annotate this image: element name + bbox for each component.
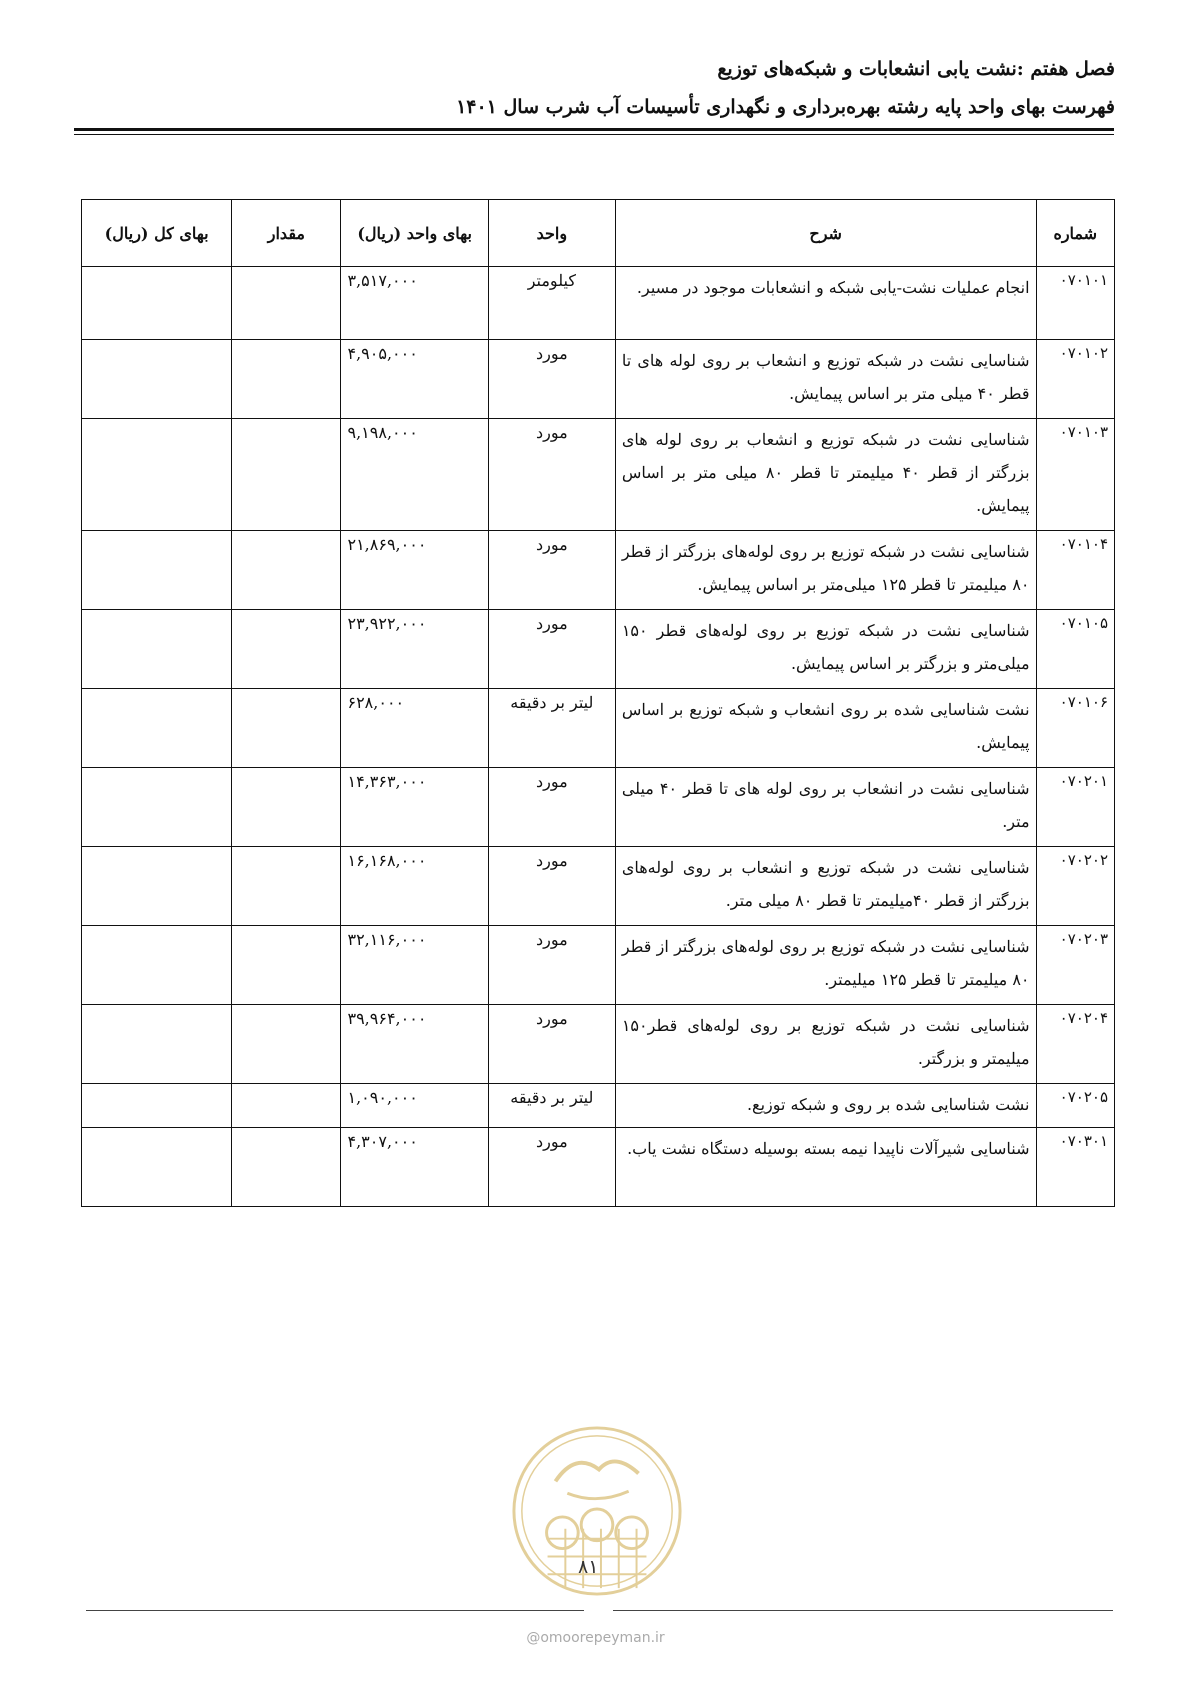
table-row (82, 340, 1115, 419)
row-quantity (232, 419, 341, 531)
row-unit-price: ۱۶,۱۶۸,۰۰۰ (341, 847, 488, 926)
row-total (82, 531, 232, 610)
table-row (82, 847, 1115, 926)
table-row (82, 267, 1115, 340)
row-total (82, 419, 232, 531)
row-total (82, 926, 232, 1005)
row-quantity (232, 768, 341, 847)
row-unit: مورد (488, 531, 615, 610)
table-row (82, 926, 1115, 1005)
table-header-row (82, 200, 1115, 267)
row-unit: مورد (488, 340, 615, 419)
table-row (82, 610, 1115, 689)
footer-rule-left (86, 1610, 584, 1611)
table-row (82, 419, 1115, 531)
row-total (82, 1084, 232, 1128)
row-unit: مورد (488, 419, 615, 531)
row-unit-price: ۲۳,۹۲۲,۰۰۰ (341, 610, 488, 689)
row-code: ۰۷۰۱۰۶ (1036, 689, 1114, 768)
table-row (82, 768, 1115, 847)
header-total-price: بهای کل (ریال) (82, 200, 232, 267)
row-quantity (232, 1084, 341, 1128)
row-quantity (232, 1005, 341, 1084)
table-row (82, 1005, 1115, 1084)
row-description: شناسایی نشت در شبکه توزیع بر روی لوله‌های بزرگتر از قطر ۸۰ میلیمتر تا قطر ۱۲۵ میلی‌متر بر اساس پیمایش. (615, 531, 1036, 610)
row-unit: مورد (488, 610, 615, 689)
row-code: ۰۷۰۲۰۱ (1036, 768, 1114, 847)
header-unit-price: بهای واحد (ریال) (341, 200, 488, 267)
row-quantity (232, 1128, 341, 1207)
row-total (82, 768, 232, 847)
row-code: ۰۷۰۱۰۲ (1036, 340, 1114, 419)
row-description: انجام عملیات نشت‌-‌یابی شبکه و انشعابات موجود در مسیر. (615, 267, 1036, 340)
row-quantity (232, 689, 341, 768)
table-row (82, 531, 1115, 610)
row-quantity (232, 610, 341, 689)
row-unit: مورد (488, 1128, 615, 1207)
row-unit: لیتر بر دقیقه (488, 689, 615, 768)
row-unit-price: ۴,۹۰۵,۰۰۰ (341, 340, 488, 419)
row-quantity (232, 531, 341, 610)
row-unit: مورد (488, 1005, 615, 1084)
row-quantity (232, 847, 341, 926)
header-unit: واحد (488, 200, 615, 267)
row-description: شناسایی نشت در شبکه توزیع و انشعاب بر روی لوله های بزرگتر از قطر ۴۰ میلیمتر تا قطر ۸۰ میلی متر بر اساس پیمایش. (615, 419, 1036, 531)
row-description: نشت شناسایی شده بر روی انشعاب و شبکه توزیع بر اساس پیمایش. (615, 689, 1036, 768)
page-number: ۸۱ (578, 1556, 599, 1578)
row-quantity (232, 267, 341, 340)
header-rule-thin (74, 134, 1114, 135)
row-unit: مورد (488, 926, 615, 1005)
row-code: ۰۷۰۳۰۱ (1036, 1128, 1114, 1207)
table-row (82, 689, 1115, 768)
table-row (82, 1128, 1115, 1207)
row-total (82, 847, 232, 926)
row-quantity (232, 340, 341, 419)
row-total (82, 610, 232, 689)
watermark-url: @omoorepeyman.ir (526, 1630, 665, 1646)
row-code: ۰۷۰۱۰۳ (1036, 419, 1114, 531)
table-row (82, 1084, 1115, 1128)
row-total (82, 267, 232, 340)
row-total (82, 689, 232, 768)
row-code: ۰۷۰۱۰۱ (1036, 267, 1114, 340)
row-unit-price: ۳۹,۹۶۴,۰۰۰ (341, 1005, 488, 1084)
row-code: ۰۷۰۲۰۴ (1036, 1005, 1114, 1084)
row-description: شناسایی نشت در شبکه توزیع و انشعاب بر روی لوله‌های بزرگتر از قطر ۴۰میلیمتر تا قطر ۸۰ میلی متر. (615, 847, 1036, 926)
row-unit: لیتر بر دقیقه (488, 1084, 615, 1128)
row-description: شناسایی نشت در انشعاب بر روی لوله های تا قطر ۴۰ میلی متر. (615, 768, 1036, 847)
header-rule-thick (74, 128, 1114, 131)
row-description: شناسایی نشت در شبکه توزیع و انشعاب بر روی لوله های تا قطر ۴۰ میلی متر بر اساس پیمایش. (615, 340, 1036, 419)
row-quantity (232, 926, 341, 1005)
row-total (82, 340, 232, 419)
row-unit-price: ۳,۵۱۷,۰۰۰ (341, 267, 488, 340)
row-code: ۰۷۰۲۰۲ (1036, 847, 1114, 926)
header-code: شماره (1036, 200, 1114, 267)
row-unit-price: ۶۲۸,۰۰۰ (341, 689, 488, 768)
header-description: شرح (615, 200, 1036, 267)
row-description: نشت شناسایی شده بر روی و شبکه توزیع. (615, 1084, 1036, 1128)
row-unit: مورد (488, 847, 615, 926)
document-title: فهرست بهای واحد پایه رشته بهره‌برداری و نگهداری تأسیسات آب شرب سال ۱۴۰۱ (456, 96, 1115, 118)
row-code: ۰۷۰۲۰۳ (1036, 926, 1114, 1005)
row-total (82, 1128, 232, 1207)
footer-rule-right (613, 1610, 1113, 1611)
row-code: ۰۷۰۲۰۵ (1036, 1084, 1114, 1128)
row-description: شناسایی نشت در شبکه توزیع بر روی لوله‌های بزرگتر از قطر ۸۰ میلیمتر تا قطر ۱۲۵ میلیمتر. (615, 926, 1036, 1005)
row-unit: کیلومتر (488, 267, 615, 340)
row-description: شناسایی نشت در شبکه توزیع بر روی لوله‌های قطر ۱۵۰ میلی‌متر و بزرگتر بر اساس پیمایش. (615, 610, 1036, 689)
row-unit-price: ۱۴,۳۶۳,۰۰۰ (341, 768, 488, 847)
row-code: ۰۷۰۱۰۴ (1036, 531, 1114, 610)
row-unit-price: ۲۱,۸۶۹,۰۰۰ (341, 531, 488, 610)
price-list-table (81, 199, 1115, 1207)
row-code: ۰۷۰۱۰۵ (1036, 610, 1114, 689)
chapter-title: فصل هفتم :نشت یابی انشعابات و شبکه‌های توزیع (717, 58, 1115, 80)
row-unit: مورد (488, 768, 615, 847)
row-unit-price: ۹,۱۹۸,۰۰۰ (341, 419, 488, 531)
row-description: شناسایی نشت در شبکه توزیع بر روی لوله‌های قطر۱۵۰ میلیمتر و بزرگتر. (615, 1005, 1036, 1084)
row-description: شناسایی شیرآلات ناپیدا نیمه بسته بوسیله دستگاه نشت یاب. (615, 1128, 1036, 1207)
row-unit-price: ۳۲,۱۱۶,۰۰۰ (341, 926, 488, 1005)
header-quantity: مقدار (232, 200, 341, 267)
row-total (82, 1005, 232, 1084)
row-unit-price: ۱,۰۹۰,۰۰۰ (341, 1084, 488, 1128)
row-unit-price: ۴,۳۰۷,۰۰۰ (341, 1128, 488, 1207)
